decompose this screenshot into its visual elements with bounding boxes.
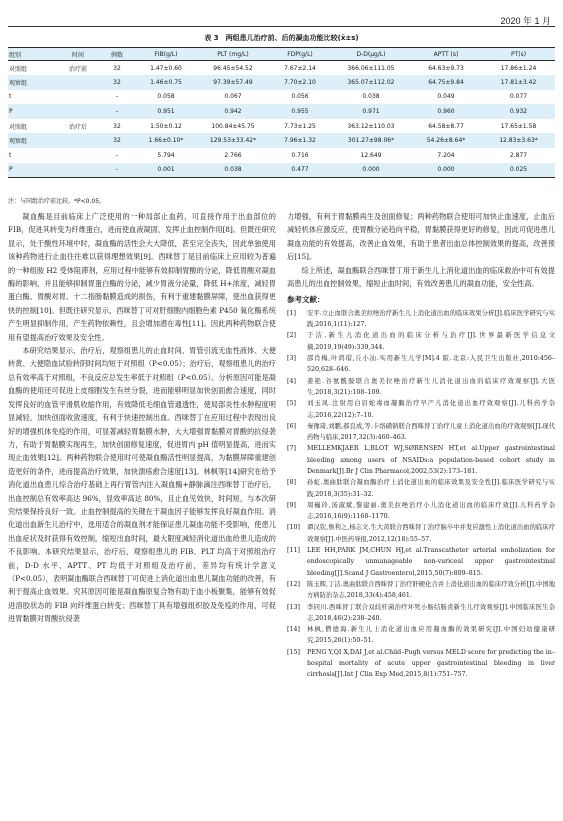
table-cell: 100.84±45.75 [211, 122, 255, 130]
table-cell [56, 148, 100, 163]
table-cell: 54.26±8.64* [410, 133, 482, 148]
table-cell: – [100, 163, 134, 178]
table-cell: – [100, 104, 134, 119]
reference-number: [8] [287, 479, 296, 487]
table-cell: 0.000 [410, 163, 482, 178]
table-cell: 2.766 [224, 151, 242, 159]
reference-text: 安平.立止血联合奥美拉唑治疗新生儿上消化道出血的临床效果分析[J].临床医学研究与实践,2016,1(11):127. [307, 309, 555, 329]
reference-number: [5] [287, 400, 296, 408]
table-cell: 301.27±98.06* [332, 133, 410, 148]
reference-item [287, 443, 555, 477]
table-row [8, 90, 555, 105]
table-cell: 1.47±0.60 [150, 64, 182, 72]
table-cell: 0.049 [437, 93, 455, 101]
table-cell: 32 [113, 122, 121, 130]
table-cell: 365.07±112.02 [332, 75, 410, 90]
body-paragraph: 力增强，有利于胃黏膜再生及创面修复；两种药物联合使用可加快止血速度，止血后减轻机体应激反应，使胃酸分泌趋向平稳，胃黏膜获得更好的修复，因此可促进患儿凝血功能的有效提高，改善止血效果，有助于患者出血总体控制效果的提高，改善预后[15]。 [287, 212, 555, 262]
reference-text: 周巍玲,汤淑斌,黎建丽.奥美拉唑治疗小儿消化道出血的临床疗效[J].儿科药学杂志,2016,16(9):1168–1170. [307, 501, 555, 521]
table-cell: 0.077 [509, 93, 528, 101]
table-cell: 0.001 [134, 163, 198, 178]
reference-text: 秦豫琦,刘鹏,郝良成,等.卡络磺钠联合西咪替丁治疗儿童上消化道出血的疗效观察[J].现代药物与临床,2017,32(3):460–463. [307, 422, 555, 442]
table-caption: 表 3 两组患儿治疗前、后的凝血功能比较(x̄±s) [204, 34, 359, 42]
table-cell: 观察组 [8, 75, 56, 90]
table-cell: – [115, 93, 119, 101]
body-paragraph: 凝血酶是目前临床上广泛使用的一种局部止血药，可直接作用于出血部位的 FIB，促进其转变为纤维蛋白，进而使血液凝固，发挥止血控制作用[8]。但既往研究显示，处于酸性环境中时，凝血酶的活性会大大降低，甚至完全丧失，因此单独使用该种药物进行止血往往难以获得理想效果[9]。西咪替丁是目前临床上应用较为普遍的一种组胺 H2 受体阻滞剂，应用过程中能够有效抑制胃酸的分泌，降低胃酸对凝血酶的影响，并且能够抑制胃蛋白酶的分泌，减少胃液分泌量，降低 H+浓度，减轻胃蛋白酶、胃酸对胃、十二指肠黏膜造成的损伤，有利于重建黏膜屏障，使出血获得更快的控制[10]。但既往研究显示，西咪替丁可对肝细胞内细胞色素 P450 氧化酶系统产生明显抑制作用，产生药物依赖性，且会增加潜在毒性[11]。因此两种药物联合使用有望提高治疗效果及安全性。 [8, 212, 276, 342]
column-header: PT(s) [482, 48, 555, 61]
body-paragraph: 综上所述，凝血酶联合西咪替丁用于新生儿上消化道出血的临床救治中可有效提高患儿的出血控制效果，缩短止血时间，有效改善患儿的凝血功能，安全性高。 [287, 265, 555, 289]
reference-text: 李同川.西咪替丁联合双歧杆菌治疗坏死小肠结肠炎新生儿疗效观察[J].中国临床医生杂志,2018,46(2):238–240. [307, 603, 555, 622]
reference-text: 于洁.新生儿消化道出血的临床分析与治疗[J].世界最新医学信息文摘,2019,19(49):339,344. [307, 332, 555, 351]
reference-number: [9] [287, 501, 296, 509]
table-cell: 0.038 [198, 163, 268, 178]
table-cell: P [8, 163, 56, 178]
right-column [287, 210, 555, 681]
reference-item [287, 330, 555, 353]
table-cell: 17.86±1.24 [500, 64, 537, 72]
table-cell: 0.067 [224, 93, 242, 101]
table-cell: – [115, 151, 119, 159]
reference-item [287, 624, 555, 647]
table-cell: 对照组 [9, 65, 28, 73]
table-cell: 1.46±0.75 [134, 75, 198, 90]
reference-item [287, 545, 555, 579]
table-cell: 363.12±110.03 [347, 122, 395, 130]
reference-item [287, 477, 555, 500]
table-cell: 观察组 [8, 133, 56, 148]
table-cell: 12.83±3.63* [482, 133, 555, 148]
table-cell: 7.73±1.25 [284, 122, 316, 130]
column-header: APTT (s) [410, 48, 482, 61]
reference-item [287, 579, 555, 602]
table-cell: 0.477 [268, 163, 332, 178]
table-cell: 0.056 [291, 93, 309, 101]
table-row [8, 163, 555, 178]
reference-number: [15] [287, 648, 300, 656]
reference-number: [7] [287, 445, 296, 453]
table-cell: 12.649 [360, 151, 382, 159]
table-cell: 0.716 [291, 151, 309, 159]
table-cell: t [9, 151, 12, 159]
reference-text: 林枫,僧德海.新生儿上消化道出血应用凝血酶的效果研究[J].中国妇幼健康研究,2015,26(1):50–51. [307, 626, 555, 645]
table-cell: 1.66±0.10* [134, 133, 198, 148]
reference-text: MELLEMKJAER L,BLOT WJ,SØRENSEN HT,et al.Upper gastrointestinal bleeding among users of NSAIDs:a population-based cohort study in Denmark[J].Br J Clin Pharmacol,2002,53(2):173–181. [307, 445, 555, 475]
table-cell: 0.951 [134, 104, 198, 119]
reference-text: 刘玉凤.注射用白眉蛇毒血凝酶治疗早产儿消化道出血疗效观察[J].儿科药学杂志,2016,22(12):7–10. [307, 400, 555, 419]
header-rule [8, 26, 555, 27]
table-cell: 17.65±1.58 [500, 122, 537, 130]
reference-item [287, 308, 555, 331]
reference-number: [12] [287, 580, 300, 588]
table-cell: 129.53±33.42* [198, 133, 268, 148]
table-cell: 32 [113, 64, 121, 72]
reference-number: [2] [287, 332, 296, 340]
table-cell: 对照组 [9, 123, 28, 131]
table-cell [56, 90, 100, 105]
table-cell: 32 [100, 75, 134, 90]
table-cell: 32 [100, 133, 134, 148]
table-cell: 96.45±54.52 [213, 64, 253, 72]
table-cell: 64.63±9.73 [428, 64, 464, 72]
column-header: 组别 [8, 48, 56, 61]
reference-number: [11] [287, 547, 300, 555]
references-heading: 参考文献： [287, 295, 325, 305]
table-cell: 366.06±111.05 [347, 64, 395, 72]
reference-number: [6] [287, 422, 296, 430]
table-cell: 0.971 [332, 104, 410, 119]
table-cell: 97.39±57.49 [198, 75, 268, 90]
reference-number: [13] [287, 603, 300, 611]
table-cell: 64.75±9.84 [410, 75, 482, 90]
reference-number: [1] [287, 309, 296, 317]
table-cell: 0.960 [410, 104, 482, 119]
table-cell: 7.67±2.14 [284, 64, 316, 72]
table-cell: 0.025 [482, 163, 555, 178]
reference-item [287, 421, 555, 444]
reference-text: 陈玉辉,丁洁.奥曲肽联合西咪替丁治疗肝硬化合并上消化道出血的临床疗效分析[J].中国地方病防治杂志,2018,33(4):458,461. [307, 580, 555, 600]
reference-text: PENG Y,QI X,DAI J,et al.Child–Pugh versus MELD score for predicting the in–hospital mortality of acute upper gastrointestinal bleeding in liver cirrhosis[J].Int J Clin Exp Med,2015,8(1):751–757. [307, 648, 555, 679]
reference-text: 谭汉钦,詹利之,杨志文.生大黄联合西咪替丁治疗脑卒中并发应激性上消化道出血的临床疗效观察[J].中医药导报,2012,12(18):55–57. [307, 524, 555, 543]
table-cell: 7.204 [437, 151, 455, 159]
body-paragraph: 本研究结果显示，治疗后，观察组患儿的止血时间、胃管引流无血性液体、大便转黄、大便隐血试验转阴时间均短于对照组（P<0.05）；治疗后，观察组患儿的治疗总有效率高于对照组，不良反应总发生率低于对照组（P<0.05）。分析原因可能是凝血酶的使用还可促进上皮细胞发生有丝分裂，进而能够明显加快创面愈合速度，同时发挥良好的血管平滑肌收缩作用，有效降低毛细血管通透性，使局部炎性水肿程度明显减轻，加快创面收敛速度，有利于快速控制出血。西咪替丁在应用过程中表现出良好的增强机体免疫的作用，可显著减轻胃黏膜水肿，大大增强胃黏膜对胃酸的抗侵袭力，有助于胃黏膜实现再生，加快创面修复速度，促进胃内 pH 值明显提高，进而实现止血效果[12]。两种药物联合使用时可使凝血酶活性明显提高，为黏膜屏障重建创造更好的条件，进而提高治疗效果，加快溃疡愈合速度[13]。林枫等[14]研究在给予消化道出血患儿综合治疗基础上再行胃管内注入凝血酶+静脉滴注西咪替丁治疗后，出血控制总有效率高达 96%，显效率高达 80%，且止血见效快，时间短，与本次研究结果保持良好一致。止血控制提高的关键在于凝血因子能够发挥良好凝血作用。消化道出血新生儿治疗中，选用适合的凝血剂才能保证患儿凝血功能不受影响，使患儿出血症状及时获得有效控制，缩短出血时间，最大限度减轻消化道出血给患儿造成的不良影响。本研究结果显示，治疗后，观察组患儿的 FIB、PLT 均高于对照组治疗前，D-D 水平、APTT、PT 均低于对照组及治疗前，差异均有统计学意义（P<0.05），表明凝血酶联合西咪替丁可促进上消化道出血患儿凝血功能的改善，有利于提高止血效果。究其原因可能是凝血酶原复合物有助于血小板聚集，能够有效促进溶胶状态的 FIB 向纤维蛋白转变；西咪替丁具有增强组织胶及免疫的作用，可促进胃黏膜对胃酸抗侵袭 [8, 346, 276, 624]
reference-text: 姜艳.谷氨酰胺联合奥美拉唑治疗新生儿消化道出血的临床疗效观察[J].大医生,2018,3(21):108–109. [307, 377, 555, 396]
reference-item [287, 602, 555, 625]
table-row [8, 75, 555, 90]
table-cell [56, 75, 100, 90]
table-cell: 0.038 [362, 93, 380, 101]
column-header: 例数 [100, 48, 134, 61]
table-row [8, 104, 555, 119]
table-row [8, 148, 555, 163]
reference-item [287, 647, 555, 681]
left-column [8, 210, 276, 626]
reference-item [287, 522, 555, 545]
table-note: 注：与同组治疗前比较，*P<0.05。 [8, 198, 106, 205]
column-header: FIB(g/L) [134, 48, 198, 61]
table-cell: 7.70±2.10 [268, 75, 332, 90]
table-row [8, 133, 555, 148]
table-cell: 17.81±3.42 [482, 75, 555, 90]
reference-item [287, 500, 555, 523]
reference-number: [14] [287, 626, 300, 634]
reference-item [287, 376, 555, 399]
reference-number: [3] [287, 355, 296, 363]
table-cell: t [9, 93, 12, 101]
table-cell: 0.058 [157, 93, 175, 101]
table-cell [56, 104, 100, 119]
reference-item [287, 398, 555, 421]
reference-list [287, 308, 555, 681]
reference-text: 邵肖梅,叶鸿瑁,丘小汕.实用新生儿学[M].4 版.北京:人民卫生出版社,2010:456–520,628–646. [307, 355, 555, 374]
table-cell: 治疗后 [68, 123, 87, 131]
table-row [8, 119, 555, 134]
column-header: D-D(μg/L) [332, 48, 410, 61]
table-cell [56, 163, 100, 178]
reference-text: 孙虹.奥曲肽联合凝血酶治疗上消化道出血的临床效果及安全性[J].临床医学研究与实践,2018,3(35):31–32. [307, 479, 555, 498]
table-cell: 2.877 [509, 151, 528, 159]
reference-text: LEE HH,PARK JM,CHUN HJ,et al.Transcatheter arterial embolization for endoscopically unmanageable non-variceal upper gastrointestinal bleeding[J].Scand J Gastroenterol,2015,50(7):809–815. [307, 547, 555, 577]
table-header-row [8, 48, 555, 61]
table-cell: 64.58±8.77 [428, 122, 464, 130]
table-cell: 治疗前 [68, 65, 87, 73]
table-cell: 0.932 [482, 104, 555, 119]
table-cell: 0.955 [268, 104, 332, 119]
reference-item [287, 353, 555, 376]
table-cell: 0.000 [332, 163, 410, 178]
column-header: PLT (mg/L) [198, 48, 268, 61]
table-cell: 5.794 [157, 151, 175, 159]
column-header: FDP(g/L) [268, 48, 332, 61]
table-cell: 7.96±1.32 [268, 133, 332, 148]
table-row [8, 61, 555, 76]
running-head-date: 2020 年 1 月 [500, 16, 551, 26]
table-cell [56, 133, 100, 148]
coagulation-table [8, 47, 555, 178]
table-cell: 0.942 [198, 104, 268, 119]
reference-number: [4] [287, 377, 296, 385]
table-cell: P [8, 104, 56, 119]
reference-number: [10] [287, 524, 300, 532]
table-cell: 1.50±0.12 [150, 122, 182, 130]
column-header: 时间 [56, 48, 100, 61]
